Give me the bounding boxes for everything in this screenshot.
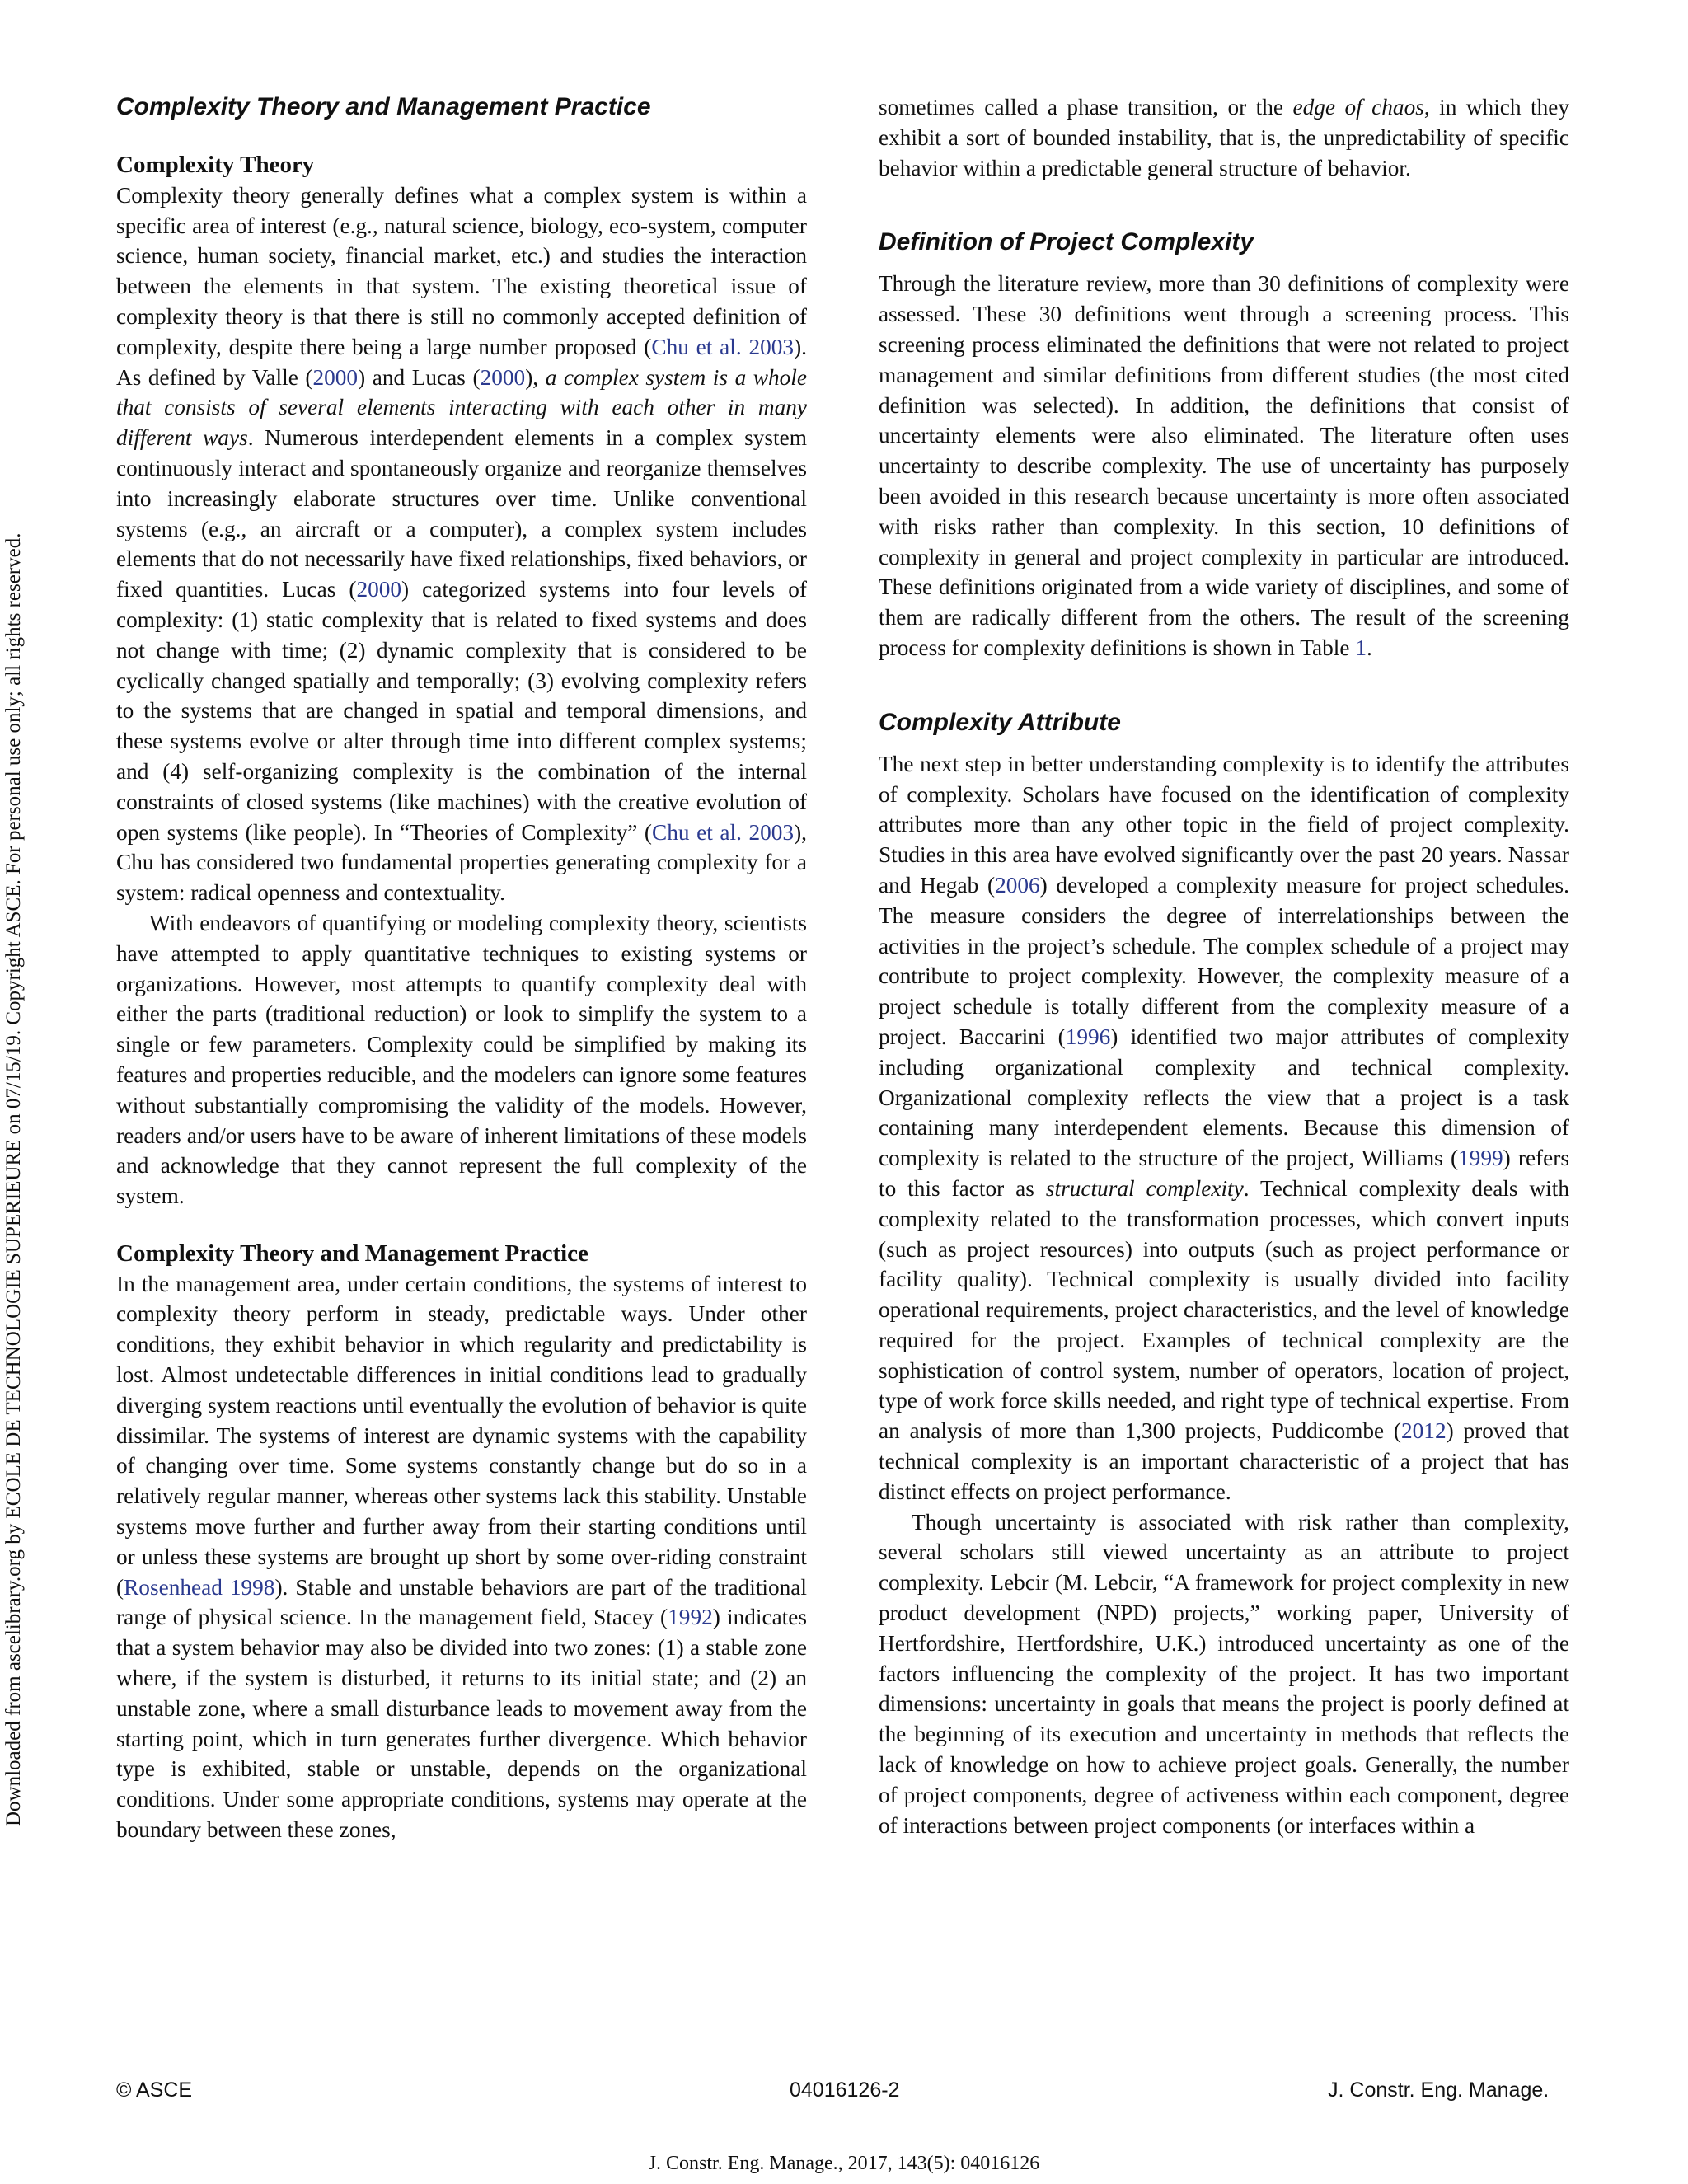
citation-link[interactable]: 2012 <box>1401 1418 1447 1444</box>
footer-publisher: © ASCE <box>116 2079 193 2102</box>
citation-link[interactable]: 1992 <box>668 1605 713 1630</box>
paragraph-edge-of-chaos: sometimes called a phase transition, or the edge of chaos, in which they exhibit a sort of bounded instability, that is, the unpredictability of specific behavior within a predictable general structure of behavior. <box>879 95 1569 180</box>
right-column <box>879 92 1569 1840</box>
section-heading-complexity-attribute: Complexity Attribute <box>879 708 1121 736</box>
citation-link[interactable]: 2000 <box>312 364 359 390</box>
paragraph-definition: Through the literature review, more than 30 definitions of complexity were assessed. These 30 definitions went through a screening process. This screening process eliminated the definitions that were not related to project management and similar definitions from different studies (the most cited definition was selected). In addition, the definitions that consist of uncertainty elements were also eliminated. The literature often uses uncertainty to describe complexity. The use of uncertainty has purposely been avoided in this research because uncertainty is more often associated with risks rather than complexity. In this section, 10 definitions of complexity in general and project complexity in particular are introduced. These definitions originated from a wide variety of disciplines, and some of them are radically different from the others. The result of the screening process for complexity definitions is shown in Table 1. <box>879 271 1569 660</box>
citation-link[interactable]: 1999 <box>1458 1146 1503 1171</box>
citation-link[interactable]: Chu et al. 2003 <box>651 334 795 359</box>
section-heading-definition: Definition of Project Complexity <box>879 228 1254 256</box>
subsection-heading-management-practice: Complexity Theory and Management Practice <box>116 1240 588 1267</box>
citation-link[interactable]: Rosenhead 1998 <box>124 1574 275 1600</box>
paragraph-quantifying: With endeavors of quantifying or modeling complexity theory, scientists have attempted to apply quantitative techniques to existing systems or organizations. However, most attempts to quantify complexity deal with either the parts (traditional reduction) or look to simplify the system to a single or few parameters. Complexity could be simplified by making its features and properties reducible, and the modelers can ignore some features without substantially compromising the validity of the models. However, readers and/or users have to be aware of inherent limitations of these models and acknowledge that they cannot represent the full complexity of the system. <box>116 910 807 1209</box>
download-notice: Downloaded from ascelibrary.org by ECOLE DE TECHNOLOGIE SUPERIEURE on 07/15/19. Copyright ASCE. For personal use only; all rights reserved. <box>2 532 25 1826</box>
section-heading-complexity-theory-management: Complexity Theory and Management Practice <box>116 93 651 120</box>
citation-link[interactable]: 2006 <box>995 872 1040 898</box>
paragraph-complexity-theory: Complexity theory generally defines what a complex system is within a specific area of interest (e.g., natural science, biology, eco-system, computer science, human society, financial market, etc.) and studies the interaction between the elements in that system. The existing theoretical issue of complexity theory is that there is still no commonly accepted definition of complexity, despite there being a large number proposed (Chu et al. 2003). As defined by Valle (2000) and Lucas (2000), a complex system is a whole that consists of several elements interacting with each other in many different ways. Numerous interdependent elements in a complex system continuously interact and spontaneously organize and reorganize themselves into increasingly elaborate structures over time. Unlike conventional systems (e.g., an aircraft or a computer), a complex system includes elements that do not necessarily have fixed relationships, fixed behaviors, or fixed quantities. Lucas (2000) categorized systems into four levels of complexity: (1) static complexity that is related to fixed systems and does not change with time; (2) dynamic complexity that is considered to be cyclically changed spatially and temporally; (3) evolving complexity refers to the systems that are changed in spatial and temporal dimensions, and these systems evolve or alter through time into different complex systems; and (4) self-organizing complexity is the combination of the internal constraints of closed systems (like machines) with the creative evolution of open systems (like people). In “Theories of Complexity” (Chu et al. 2003), Chu has considered two fundamental properties generating complexity for a system: radical openness and contextuality. <box>116 182 808 906</box>
footer-page-id: 04016126-2 <box>790 2079 900 2102</box>
citation-link[interactable]: 2000 <box>356 577 402 602</box>
citation-link[interactable]: Chu et al. 2003 <box>652 819 795 845</box>
left-column <box>116 92 807 1845</box>
paragraph-complexity-attribute: The next step in better understanding complexity is to identify the attributes of complexity. Scholars have focused on the identification of complexity attributes more than any other topic in the field of project complexity. Studies in this area have evolved significantly over the past 20 years. Nassar and Hegab (2006) developed a complexity measure for project schedules. The measure considers the degree of interrelationships between the activities in the project’s schedule. The complex schedule of a project may contribute to project complexity. However, the complexity measure of a project schedule is totally different from the complexity measure of a project. Baccarini (1996) identified two major attributes of complexity including organizational complexity and technical complexity. Organizational complexity reflects the view that a project is a task containing many interdependent elements. Because this dimension of complexity is related to the structure of the project, Williams (1999) refers to this factor as structural complexity. Technical complexity deals with complexity related to the transformation processes, which convert inputs (such as project resources) into outputs (such as project performance or facility quality). Technical complexity is usually divided into facility operational requirements, project characteristics, and the level of knowledge required for the project. Examples of technical complexity are the sophistication of control system, number of operators, location of project, type of work force skills needed, and right type of technical expertise. From an analysis of more than 1,300 projects, Puddicombe (2012) proved that technical complexity is an important characteristic of a project that has distinct effects on project performance. <box>879 751 1569 1504</box>
citation-link[interactable]: 2000 <box>480 364 526 390</box>
paragraph-uncertainty: Though uncertainty is associated with risk rather than complexity, several scholars still viewed uncertainty as an attribute to project complexity. Lebcir (M. Lebcir, “A framework for project complexity in new product development (NPD) projects,” working paper, University of Hertfordshire, Hertfordshire, U.K.) introduced uncertainty as one of the factors influencing the complexity of the project. It has two important dimensions: uncertainty in goals that means the project is poorly defined at the beginning of its execution and uncertainty in methods that reflects the lack of knowledge on how to achieve project goals. Generally, the number of project components, degree of activeness within each component, degree of interactions between project components (or interfaces within a <box>879 1509 1569 1838</box>
subsection-heading-complexity-theory: Complexity Theory <box>116 152 315 178</box>
footer-journal: J. Constr. Eng. Manage. <box>1328 2079 1550 2102</box>
table-reference-link[interactable]: 1 <box>1355 635 1367 660</box>
paragraph-management-area: In the management area, under certain conditions, the systems of interest to complexity theory perform in steady, predictable ways. Under other conditions, they exhibit behavior in which regularity and predictability is lost. Almost undetectable differences in initial conditions lead to gradually diverging system reactions until eventually the evolution of behavior is quite dissimilar. The systems of interest are dynamic systems with the capability of changing over time. Some systems constantly change but do so in a relatively regular manner, whereas other systems lack this stability. Unstable systems move further and further away from their starting conditions until or unless these systems are brought up short by some over-riding constraint (Rosenhead 1998). Stable and unstable behaviors are part of the traditional range of physical science. In the management field, Stacey (1992) indicates that a system behavior may also be divided into two zones: (1) a stable zone where, if the system is disturbed, it returns to its initial state; and (2) an unstable zone, where a small disturbance leads to movement away from the starting point, which in turn generates further divergence. Which behavior type is exhibited, stable or unstable, depends on the organizational conditions. Under some appropriate conditions, systems may operate at the boundary between these zones, <box>116 1271 808 1843</box>
citation-footer: J. Constr. Eng. Manage., 2017, 143(5): 04016126 <box>648 2153 1040 2174</box>
citation-link[interactable]: 1996 <box>1065 1024 1111 1049</box>
